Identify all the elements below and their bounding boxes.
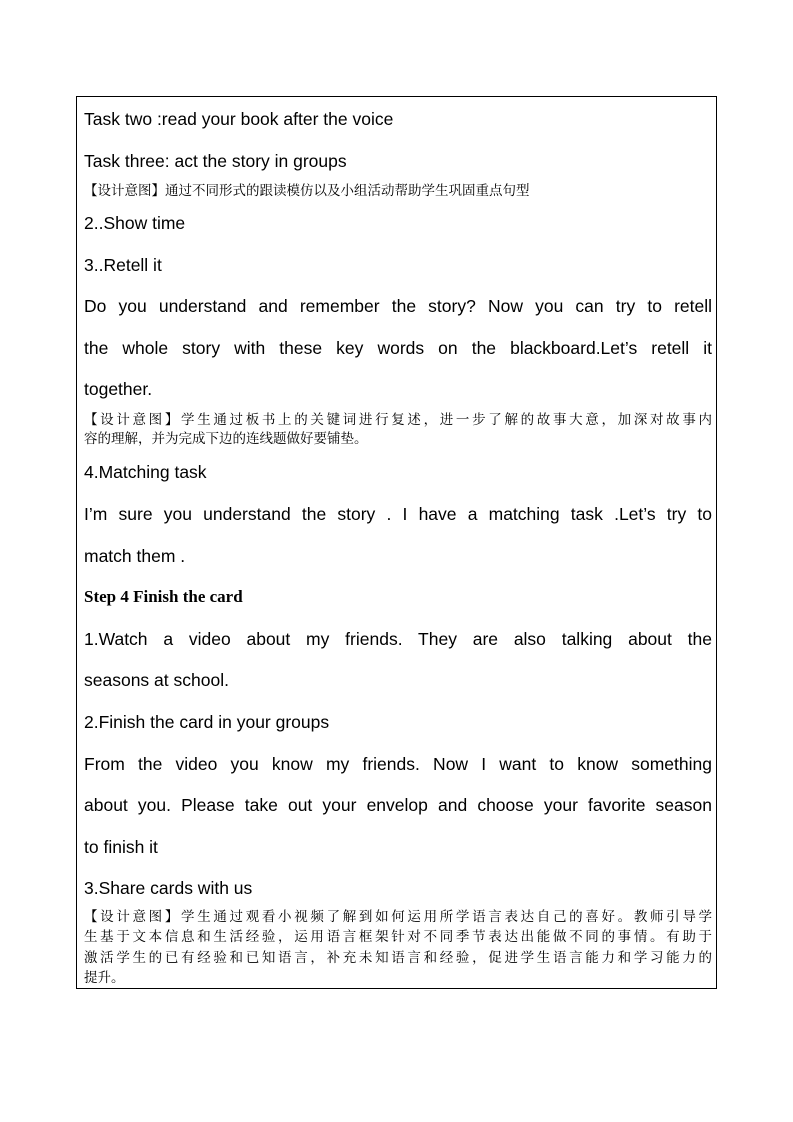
finish-card-text-line-3: to finish it [84, 837, 158, 857]
design-intent-note-3-line-4: 提升。 [84, 970, 125, 986]
retell-heading: 3..Retell it [84, 255, 162, 275]
video-task-line-1: 1.Watch a video about my friends. They are also talking about the [84, 629, 712, 649]
task-two-line: Task two :read your book after the voice [84, 109, 394, 129]
show-time-heading: 2..Show time [84, 213, 186, 233]
share-cards-heading: 3.Share cards with us [84, 878, 253, 898]
matching-task-heading: 4.Matching task [84, 462, 207, 482]
design-intent-note-3-line-3: 激活学生的已有经验和已知语言，补充未知语言和经验，促进学生语言能力和学习能力的 [84, 950, 712, 966]
finish-card-heading: 2.Finish the card in your groups [84, 712, 330, 732]
matching-text-line-1: I’m sure you understand the story . I have a matching task .Let’s try to [84, 504, 712, 524]
design-intent-note-1: 【设计意图】通过不同形式的跟读模仿以及小组活动帮助学生巩固重点句型 [84, 183, 530, 199]
design-intent-note-3-line-2: 生基于文本信息和生活经验，运用语言框架针对不同季节表达出能做不同的事情。有助于 [84, 929, 712, 945]
design-intent-note-2-line-1: 【设计意图】学生通过板书上的关键词进行复述，进一步了解的故事大意，加深对故事内 [84, 412, 712, 428]
step-4-heading: Step 4 Finish the card [84, 587, 243, 606]
finish-card-text-line-2: about you. Please take out your envelop and choose your favorite season [84, 795, 712, 815]
lesson-plan-table-cell [76, 96, 717, 989]
matching-text-line-2: match them . [84, 546, 186, 566]
task-three-line: Task three: act the story in groups [84, 151, 347, 171]
retell-text-line-3: together. [84, 379, 153, 399]
video-task-line-2: seasons at school. [84, 670, 229, 690]
design-intent-note-3-line-1: 【设计意图】学生通过观看小视频了解到如何运用所学语言表达自己的喜好。教师引导学 [84, 909, 712, 925]
retell-text-line-2: the whole story with these key words on the blackboard.Let’s retell it [84, 338, 712, 358]
finish-card-text-line-1: From the video you know my friends. Now I want to know something [84, 754, 712, 774]
retell-text-line-1: Do you understand and remember the story? Now you can try to retell [84, 296, 712, 316]
design-intent-note-2-line-2: 容的理解，并为完成下边的连线题做好要铺垫。 [84, 431, 368, 447]
